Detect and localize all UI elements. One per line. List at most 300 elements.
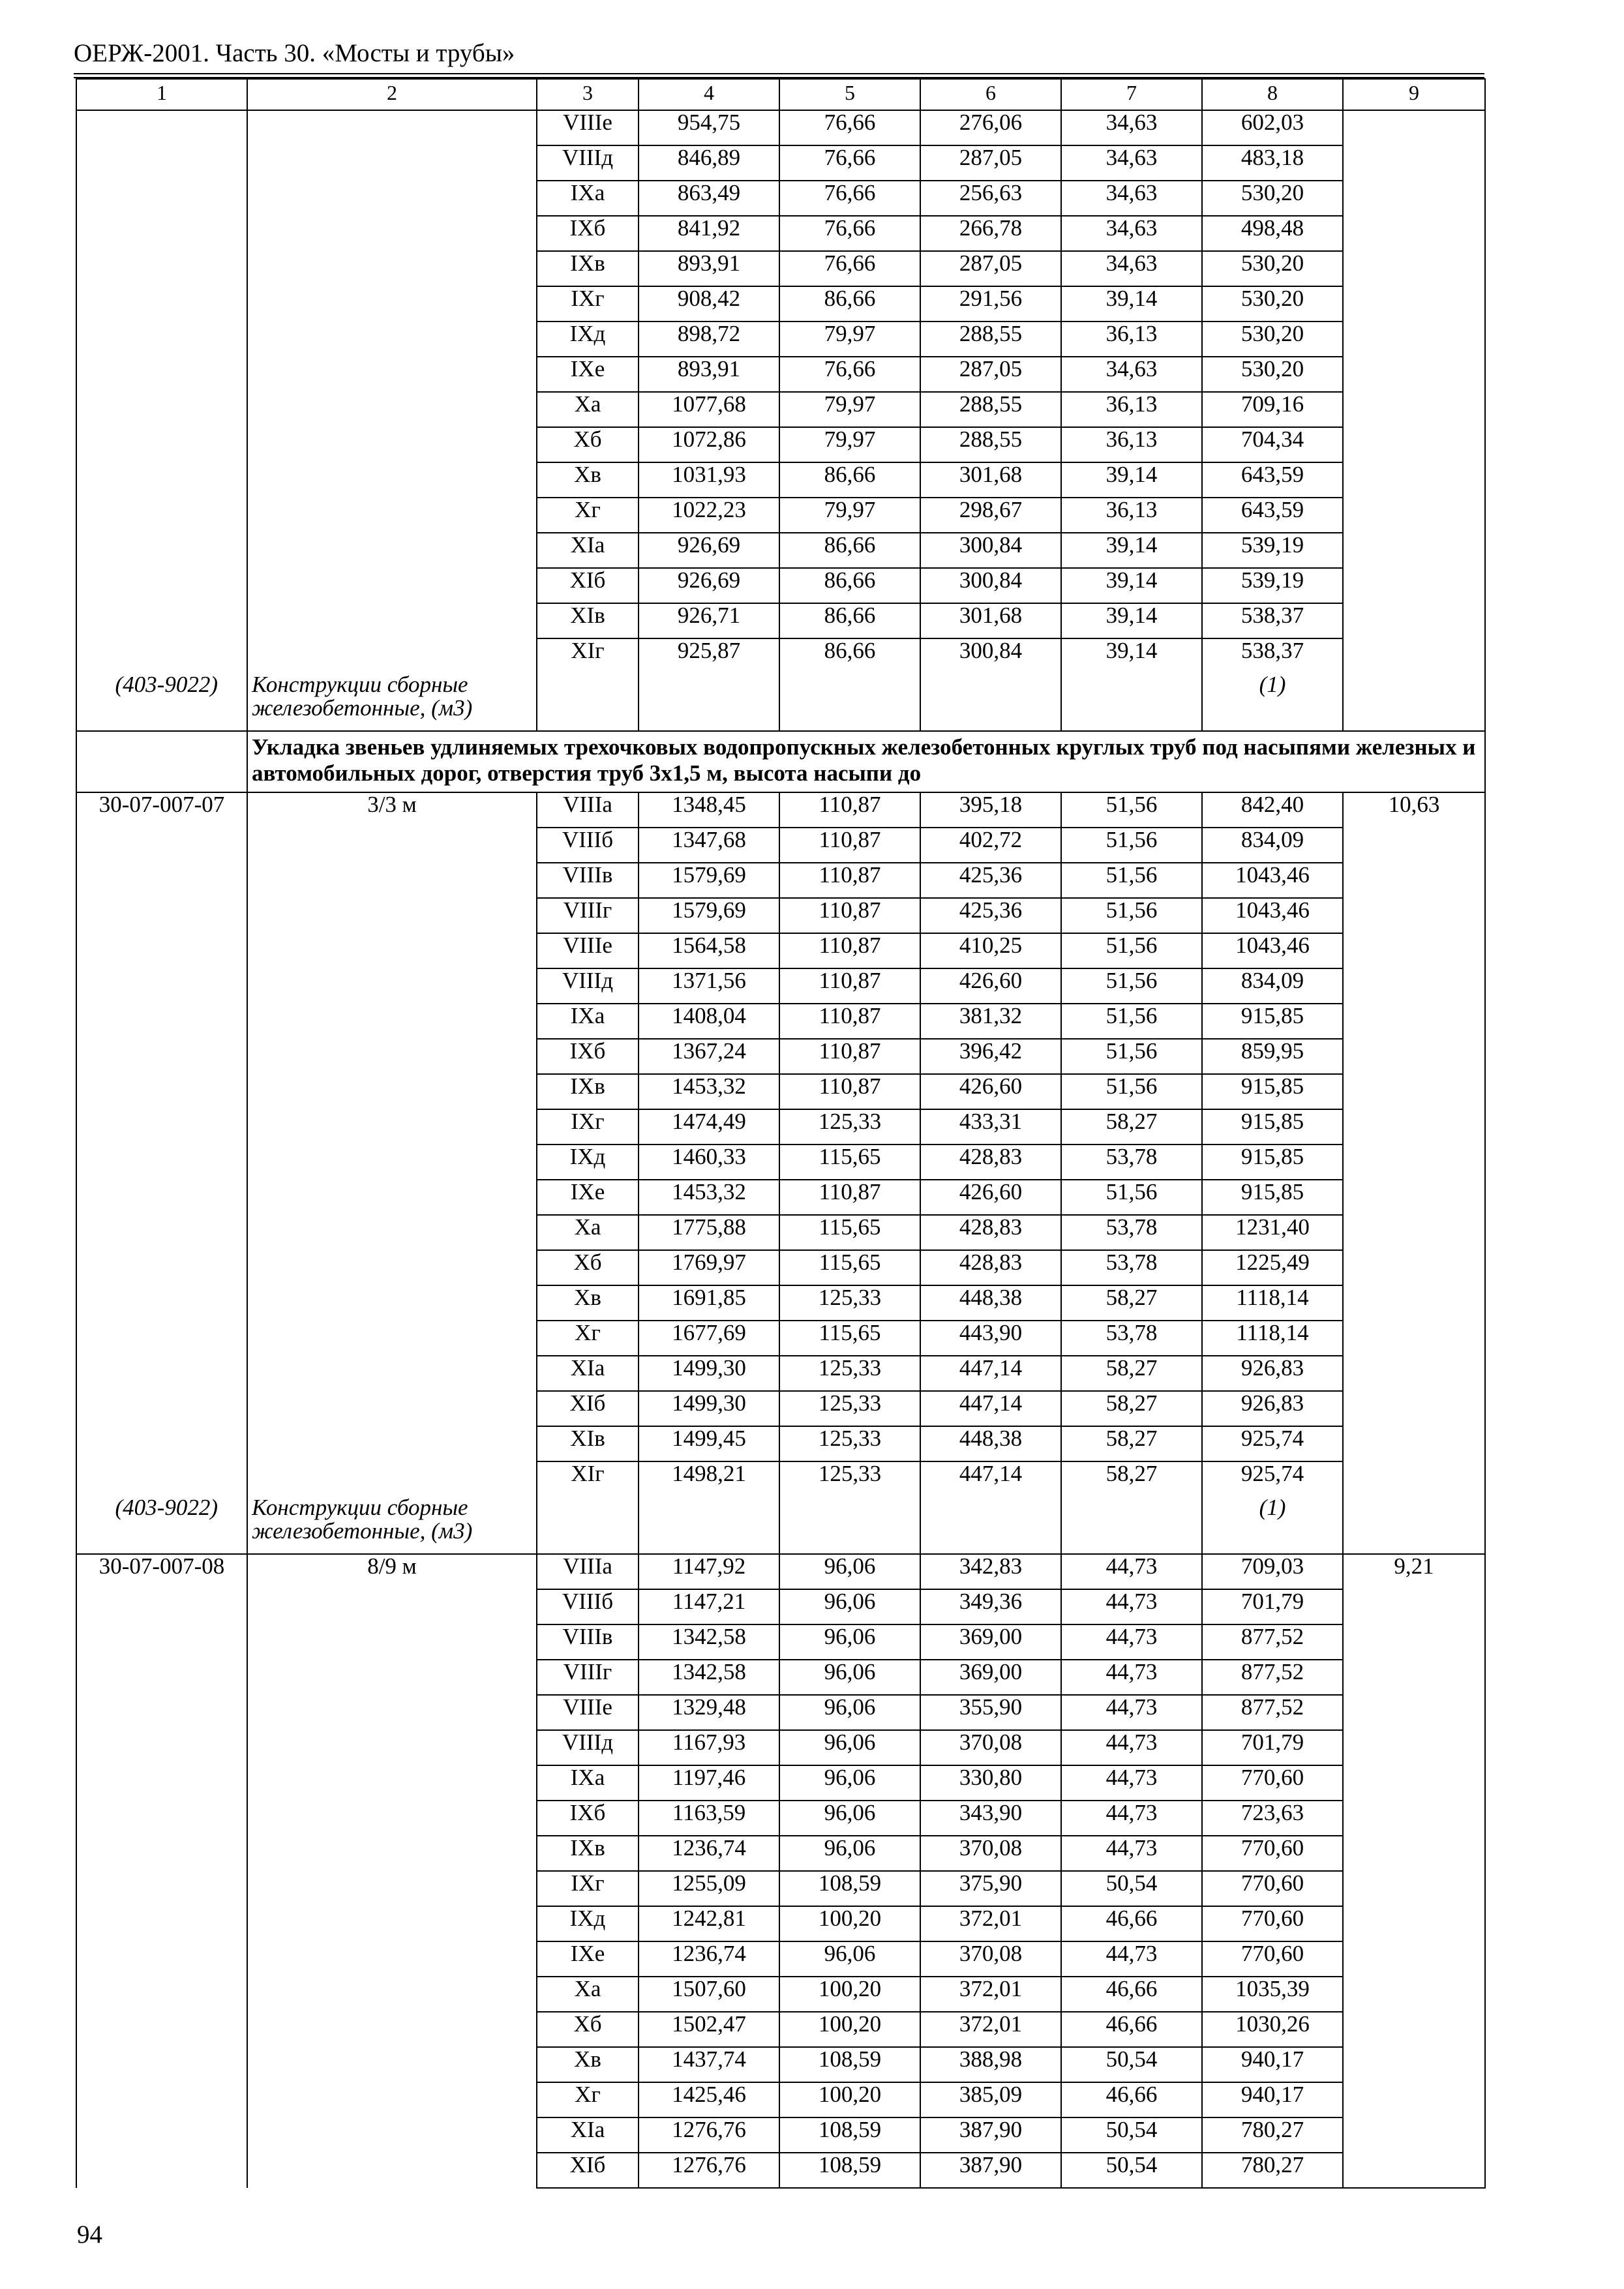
value-cell: 643,59 <box>1202 498 1343 533</box>
value-cell: 110,87 <box>779 1039 920 1074</box>
column-number: 6 <box>920 79 1061 110</box>
value-cell: 115,65 <box>779 1250 920 1285</box>
zone-cell: VIIIб <box>537 1589 639 1624</box>
value-cell: 96,06 <box>779 1660 920 1695</box>
value-cell: 39,14 <box>1061 603 1202 638</box>
value-cell: 79,97 <box>779 322 920 357</box>
zone-cell: Xг <box>537 1321 639 1356</box>
value-cell: 53,78 <box>1061 1321 1202 1356</box>
column-number: 4 <box>639 79 779 110</box>
value-cell: 53,78 <box>1061 1144 1202 1180</box>
value-cell: 1118,14 <box>1202 1321 1343 1356</box>
column-number: 9 <box>1343 79 1485 110</box>
value-cell: 1579,69 <box>639 898 779 933</box>
value-cell: 428,83 <box>920 1144 1061 1180</box>
value-cell: 443,90 <box>920 1321 1061 1356</box>
value-cell: 36,13 <box>1061 427 1202 462</box>
zone-cell: Xб <box>537 2012 639 2047</box>
value-cell: 1276,76 <box>639 2153 779 2188</box>
value-cell: 288,55 <box>920 392 1061 427</box>
value-cell: 58,27 <box>1061 1109 1202 1144</box>
value-cell: 34,63 <box>1061 216 1202 251</box>
value-cell: 1677,69 <box>639 1321 779 1356</box>
value-cell: 926,71 <box>639 603 779 638</box>
zone-cell: IXе <box>537 1941 639 1977</box>
value-cell: 1035,39 <box>1202 1977 1343 2012</box>
value-cell: 369,00 <box>920 1660 1061 1695</box>
value-cell: 76,66 <box>779 357 920 392</box>
value-cell: 701,79 <box>1202 1589 1343 1624</box>
value-cell: 539,19 <box>1202 568 1343 603</box>
value-cell: 300,84 <box>920 638 1061 673</box>
value-cell: 125,33 <box>779 1461 920 1496</box>
zone-cell: VIIIд <box>537 968 639 1004</box>
value-cell: 893,91 <box>639 251 779 286</box>
zone-cell: Xг <box>537 498 639 533</box>
value-cell: 498,48 <box>1202 216 1343 251</box>
header-rule <box>74 73 1484 74</box>
value-cell: 425,36 <box>920 898 1061 933</box>
value-cell: 1031,93 <box>639 462 779 498</box>
value-cell: 288,55 <box>920 427 1061 462</box>
zone-cell: XIб <box>537 2153 639 2188</box>
value-cell: 447,14 <box>920 1391 1061 1426</box>
value-cell: 343,90 <box>920 1801 1061 1836</box>
value-cell: 1030,26 <box>1202 2012 1343 2047</box>
empty-cell <box>920 673 1061 731</box>
table-row <box>76 792 1485 828</box>
column-number: 5 <box>779 79 920 110</box>
value-cell: 108,59 <box>779 1871 920 1906</box>
column-number: 8 <box>1202 79 1343 110</box>
zone-cell: XIа <box>537 1356 639 1391</box>
value-cell: 908,42 <box>639 286 779 322</box>
value-cell: 1022,23 <box>639 498 779 533</box>
zone-cell: IXб <box>537 1801 639 1836</box>
value-cell: 834,09 <box>1202 968 1343 1004</box>
value-cell: 723,63 <box>1202 1801 1343 1836</box>
value-cell: 58,27 <box>1061 1391 1202 1426</box>
value-cell: 898,72 <box>639 322 779 357</box>
value-cell: 433,31 <box>920 1109 1061 1144</box>
value-cell: 100,20 <box>779 1977 920 2012</box>
value-cell: 110,87 <box>779 792 920 828</box>
zone-cell: VIIIе <box>537 1695 639 1730</box>
value-cell: 602,03 <box>1202 110 1343 145</box>
value-cell: 1231,40 <box>1202 1215 1343 1250</box>
empty-cell <box>1343 1496 1485 1554</box>
empty-cell <box>537 1496 639 1554</box>
value-cell: 483,18 <box>1202 145 1343 181</box>
value-cell: 44,73 <box>1061 1554 1202 1589</box>
value-cell: 704,34 <box>1202 427 1343 462</box>
resource-code: (403-9022) <box>76 673 247 731</box>
value-cell: 76,66 <box>779 181 920 216</box>
value-cell: 385,09 <box>920 2082 1061 2117</box>
value-cell: 53,78 <box>1061 1215 1202 1250</box>
value-cell: 96,06 <box>779 1554 920 1589</box>
zone-cell: IXд <box>537 1144 639 1180</box>
table-body <box>76 79 1485 2188</box>
value-cell: 86,66 <box>779 638 920 673</box>
value-cell: 915,85 <box>1202 1074 1343 1109</box>
value-cell: 770,60 <box>1202 1765 1343 1801</box>
value-cell: 1371,56 <box>639 968 779 1004</box>
value-cell: 86,66 <box>779 286 920 322</box>
value-cell: 100,20 <box>779 2082 920 2117</box>
value-cell: 1276,76 <box>639 2117 779 2153</box>
value-cell: 426,60 <box>920 1074 1061 1109</box>
value-cell: 39,14 <box>1061 462 1202 498</box>
page-number: 94 <box>77 2221 102 2249</box>
value-cell: 372,01 <box>920 1906 1061 1941</box>
zone-cell: IXв <box>537 251 639 286</box>
value-cell: 370,08 <box>920 1941 1061 1977</box>
value-cell: 96,06 <box>779 1941 920 1977</box>
zone-cell: IXв <box>537 1836 639 1871</box>
value-cell: 1347,68 <box>639 828 779 863</box>
value-cell: 1579,69 <box>639 863 779 898</box>
value-cell: 34,63 <box>1061 110 1202 145</box>
value-cell: 44,73 <box>1061 1695 1202 1730</box>
value-cell: 301,68 <box>920 603 1061 638</box>
value-cell: 1043,46 <box>1202 863 1343 898</box>
empty-cell <box>639 673 779 731</box>
zone-cell: VIIIв <box>537 863 639 898</box>
value-cell: 1691,85 <box>639 1285 779 1321</box>
value-cell: 1507,60 <box>639 1977 779 2012</box>
value-cell: 110,87 <box>779 1004 920 1039</box>
value-cell: 79,97 <box>779 392 920 427</box>
value-cell: 44,73 <box>1061 1801 1202 1836</box>
value-cell: 108,59 <box>779 2117 920 2153</box>
value-cell: 50,54 <box>1061 1871 1202 1906</box>
empty-cell <box>1343 673 1485 731</box>
zone-cell: XIб <box>537 1391 639 1426</box>
value-cell: 355,90 <box>920 1695 1061 1730</box>
zone-cell: IXа <box>537 1765 639 1801</box>
zone-cell: Xв <box>537 1285 639 1321</box>
value-cell: 108,59 <box>779 2153 920 2188</box>
rate-code-cell: 30-07-007-08 <box>76 1554 247 2188</box>
value-cell: 709,03 <box>1202 1554 1343 1589</box>
value-cell: 1225,49 <box>1202 1250 1343 1285</box>
value-cell: 39,14 <box>1061 568 1202 603</box>
value-cell: 44,73 <box>1061 1765 1202 1801</box>
value-cell: 1043,46 <box>1202 933 1343 968</box>
value-cell: 841,92 <box>639 216 779 251</box>
zone-cell: IXб <box>537 1039 639 1074</box>
value-cell: 770,60 <box>1202 1906 1343 1941</box>
empty-cell <box>1061 673 1202 731</box>
zone-cell: VIIIе <box>537 110 639 145</box>
value-cell: 701,79 <box>1202 1730 1343 1765</box>
value-cell: 1342,58 <box>639 1624 779 1660</box>
value-cell: 395,18 <box>920 792 1061 828</box>
value-cell: 287,05 <box>920 145 1061 181</box>
zone-cell: IXе <box>537 1180 639 1215</box>
zone-cell: Xб <box>537 1250 639 1285</box>
value-cell: 79,97 <box>779 498 920 533</box>
value-cell: 110,87 <box>779 1074 920 1109</box>
value-cell: 539,19 <box>1202 533 1343 568</box>
value-cell: 36,13 <box>1061 322 1202 357</box>
value-cell: 51,56 <box>1061 1074 1202 1109</box>
value-cell: 96,06 <box>779 1765 920 1801</box>
value-cell: 375,90 <box>920 1871 1061 1906</box>
value-cell: 256,63 <box>920 181 1061 216</box>
value-cell: 1460,33 <box>639 1144 779 1180</box>
value-cell: 428,83 <box>920 1250 1061 1285</box>
value-cell: 925,74 <box>1202 1426 1343 1461</box>
value-cell: 370,08 <box>920 1836 1061 1871</box>
value-cell: 915,85 <box>1202 1180 1343 1215</box>
value-cell: 51,56 <box>1061 792 1202 828</box>
value-cell: 387,90 <box>920 2117 1061 2153</box>
value-cell: 1498,21 <box>639 1461 779 1496</box>
value-cell: 1348,45 <box>639 792 779 828</box>
value-cell: 79,97 <box>779 427 920 462</box>
zone-cell: Xг <box>537 2082 639 2117</box>
zone-cell: IXд <box>537 322 639 357</box>
value-cell: 426,60 <box>920 1180 1061 1215</box>
value-cell: 100,20 <box>779 2012 920 2047</box>
value-cell: 402,72 <box>920 828 1061 863</box>
value-cell: 538,37 <box>1202 638 1343 673</box>
value-cell: 44,73 <box>1061 1660 1202 1695</box>
value-cell: 915,85 <box>1202 1004 1343 1039</box>
value-cell: 96,06 <box>779 1730 920 1765</box>
value-cell: 51,56 <box>1061 828 1202 863</box>
resource-name: Конструкции сборные железобетонные, (м3) <box>247 1496 537 1554</box>
value-cell: 1077,68 <box>639 392 779 427</box>
value-cell: 50,54 <box>1061 2117 1202 2153</box>
zone-cell: VIIIе <box>537 933 639 968</box>
zone-cell: Xв <box>537 2047 639 2082</box>
zone-cell: IXг <box>537 1871 639 1906</box>
value-cell: 110,87 <box>779 933 920 968</box>
value-cell: 110,87 <box>779 968 920 1004</box>
value-cell: 46,66 <box>1061 2012 1202 2047</box>
zone-cell: IXв <box>537 1074 639 1109</box>
value-cell: 1236,74 <box>639 1836 779 1871</box>
value-cell: 76,66 <box>779 145 920 181</box>
resource-row <box>76 1496 1485 1554</box>
value-cell: 1329,48 <box>639 1695 779 1730</box>
value-cell: 44,73 <box>1061 1624 1202 1660</box>
value-cell: 915,85 <box>1202 1144 1343 1180</box>
value-cell: 298,67 <box>920 498 1061 533</box>
resource-unit: (1) <box>1202 1496 1343 1554</box>
value-cell: 709,16 <box>1202 392 1343 427</box>
value-cell: 76,66 <box>779 216 920 251</box>
value-cell: 110,87 <box>779 1180 920 1215</box>
value-cell: 770,60 <box>1202 1836 1343 1871</box>
value-cell: 1453,32 <box>639 1180 779 1215</box>
value-cell: 39,14 <box>1061 533 1202 568</box>
value-cell: 110,87 <box>779 863 920 898</box>
value-cell: 76,66 <box>779 251 920 286</box>
value-cell: 96,06 <box>779 1836 920 1871</box>
value-cell: 538,37 <box>1202 603 1343 638</box>
value-cell: 1499,30 <box>639 1391 779 1426</box>
value-cell: 1564,58 <box>639 933 779 968</box>
value-cell: 1147,21 <box>639 1589 779 1624</box>
zone-cell: IXг <box>537 286 639 322</box>
value-cell: 940,17 <box>1202 2047 1343 2082</box>
value-cell: 530,20 <box>1202 286 1343 322</box>
col9-cell: 10,63 <box>1343 792 1485 1496</box>
value-cell: 396,42 <box>920 1039 1061 1074</box>
value-cell: 1367,24 <box>639 1039 779 1074</box>
table-row <box>76 1554 1485 1589</box>
zone-cell: XIг <box>537 638 639 673</box>
value-cell: 51,56 <box>1061 933 1202 968</box>
value-cell: 125,33 <box>779 1109 920 1144</box>
value-cell: 125,33 <box>779 1285 920 1321</box>
value-cell: 86,66 <box>779 568 920 603</box>
zone-cell: IXа <box>537 181 639 216</box>
value-cell: 410,25 <box>920 933 1061 968</box>
value-cell: 96,06 <box>779 1801 920 1836</box>
value-cell: 96,06 <box>779 1695 920 1730</box>
value-cell: 34,63 <box>1061 251 1202 286</box>
value-cell: 925,74 <box>1202 1461 1343 1496</box>
zone-cell: VIIIд <box>537 1730 639 1765</box>
rate-name-cell: 3/3 м <box>247 792 537 1496</box>
value-cell: 1118,14 <box>1202 1285 1343 1321</box>
empty-cell <box>1061 1496 1202 1554</box>
zone-cell: Xа <box>537 392 639 427</box>
value-cell: 125,33 <box>779 1356 920 1391</box>
page-header: ОЕРЖ-2001. Часть 30. «Мосты и трубы» <box>74 39 515 67</box>
value-cell: 926,83 <box>1202 1356 1343 1391</box>
column-number: 1 <box>76 79 247 110</box>
value-cell: 426,60 <box>920 968 1061 1004</box>
value-cell: 388,98 <box>920 2047 1061 2082</box>
value-cell: 58,27 <box>1061 1426 1202 1461</box>
empty-cell <box>537 673 639 731</box>
value-cell: 125,33 <box>779 1426 920 1461</box>
column-number: 3 <box>537 79 639 110</box>
value-cell: 53,78 <box>1061 1250 1202 1285</box>
value-cell: 780,27 <box>1202 2153 1343 2188</box>
value-cell: 877,52 <box>1202 1660 1343 1695</box>
empty-cell <box>779 673 920 731</box>
value-cell: 530,20 <box>1202 251 1343 286</box>
value-cell: 34,63 <box>1061 181 1202 216</box>
value-cell: 110,87 <box>779 898 920 933</box>
column-number: 7 <box>1061 79 1202 110</box>
resource-row <box>76 673 1485 731</box>
value-cell: 530,20 <box>1202 181 1343 216</box>
empty-cell <box>76 731 247 792</box>
col9-cell: 9,21 <box>1343 1554 1485 2188</box>
value-cell: 51,56 <box>1061 1180 1202 1215</box>
value-cell: 447,14 <box>920 1461 1061 1496</box>
zone-cell: XIв <box>537 603 639 638</box>
value-cell: 96,06 <box>779 1589 920 1624</box>
value-cell: 288,55 <box>920 322 1061 357</box>
zone-cell: IXе <box>537 357 639 392</box>
zone-cell: VIIIб <box>537 828 639 863</box>
value-cell: 300,84 <box>920 533 1061 568</box>
zone-cell: VIIIг <box>537 898 639 933</box>
value-cell: 44,73 <box>1061 1730 1202 1765</box>
value-cell: 381,32 <box>920 1004 1061 1039</box>
value-cell: 877,52 <box>1202 1695 1343 1730</box>
value-cell: 1425,46 <box>639 2082 779 2117</box>
value-cell: 369,00 <box>920 1624 1061 1660</box>
value-cell: 96,06 <box>779 1624 920 1660</box>
value-cell: 530,20 <box>1202 357 1343 392</box>
col9-cell <box>1343 110 1485 673</box>
zone-cell: VIIIа <box>537 1554 639 1589</box>
value-cell: 46,66 <box>1061 2082 1202 2117</box>
value-cell: 940,17 <box>1202 2082 1343 2117</box>
value-cell: 925,87 <box>639 638 779 673</box>
value-cell: 859,95 <box>1202 1039 1343 1074</box>
value-cell: 863,49 <box>639 181 779 216</box>
value-cell: 287,05 <box>920 251 1061 286</box>
rate-code-cell: 30-07-007-07 <box>76 792 247 1496</box>
value-cell: 276,06 <box>920 110 1061 145</box>
rate-name-cell <box>247 110 537 673</box>
value-cell: 58,27 <box>1061 1285 1202 1321</box>
value-cell: 447,14 <box>920 1356 1061 1391</box>
value-cell: 34,63 <box>1061 145 1202 181</box>
value-cell: 1453,32 <box>639 1074 779 1109</box>
section-title: Укладка звеньев удлиняемых трехочковых водопропускных железобетонных круглых труб под насыпями железных и автомобильных дорог, отверстия труб 3х1,5 м, высота насыпи до <box>247 731 1485 792</box>
value-cell: 770,60 <box>1202 1941 1343 1977</box>
zone-cell: Xб <box>537 427 639 462</box>
value-cell: 877,52 <box>1202 1624 1343 1660</box>
value-cell: 372,01 <box>920 1977 1061 2012</box>
value-cell: 387,90 <box>920 2153 1061 2188</box>
value-cell: 1163,59 <box>639 1801 779 1836</box>
value-cell: 1236,74 <box>639 1941 779 1977</box>
value-cell: 266,78 <box>920 216 1061 251</box>
value-cell: 115,65 <box>779 1321 920 1356</box>
value-cell: 954,75 <box>639 110 779 145</box>
value-cell: 125,33 <box>779 1391 920 1426</box>
value-cell: 50,54 <box>1061 2047 1202 2082</box>
value-cell: 287,05 <box>920 357 1061 392</box>
column-number: 2 <box>247 79 537 110</box>
value-cell: 1775,88 <box>639 1215 779 1250</box>
value-cell: 1342,58 <box>639 1660 779 1695</box>
value-cell: 842,40 <box>1202 792 1343 828</box>
value-cell: 1072,86 <box>639 427 779 462</box>
value-cell: 1474,49 <box>639 1109 779 1144</box>
zone-cell: VIIIа <box>537 792 639 828</box>
value-cell: 44,73 <box>1061 1941 1202 1977</box>
value-cell: 530,20 <box>1202 322 1343 357</box>
zone-cell: Xв <box>537 462 639 498</box>
rates-table <box>76 78 1486 2189</box>
value-cell: 926,83 <box>1202 1391 1343 1426</box>
value-cell: 643,59 <box>1202 462 1343 498</box>
zone-cell: VIIIв <box>537 1624 639 1660</box>
zone-cell: XIв <box>537 1426 639 1461</box>
empty-cell <box>639 1496 779 1554</box>
value-cell: 1502,47 <box>639 2012 779 2047</box>
value-cell: 448,38 <box>920 1285 1061 1321</box>
value-cell: 86,66 <box>779 603 920 638</box>
value-cell: 58,27 <box>1061 1356 1202 1391</box>
value-cell: 926,69 <box>639 533 779 568</box>
zone-cell: XIб <box>537 568 639 603</box>
